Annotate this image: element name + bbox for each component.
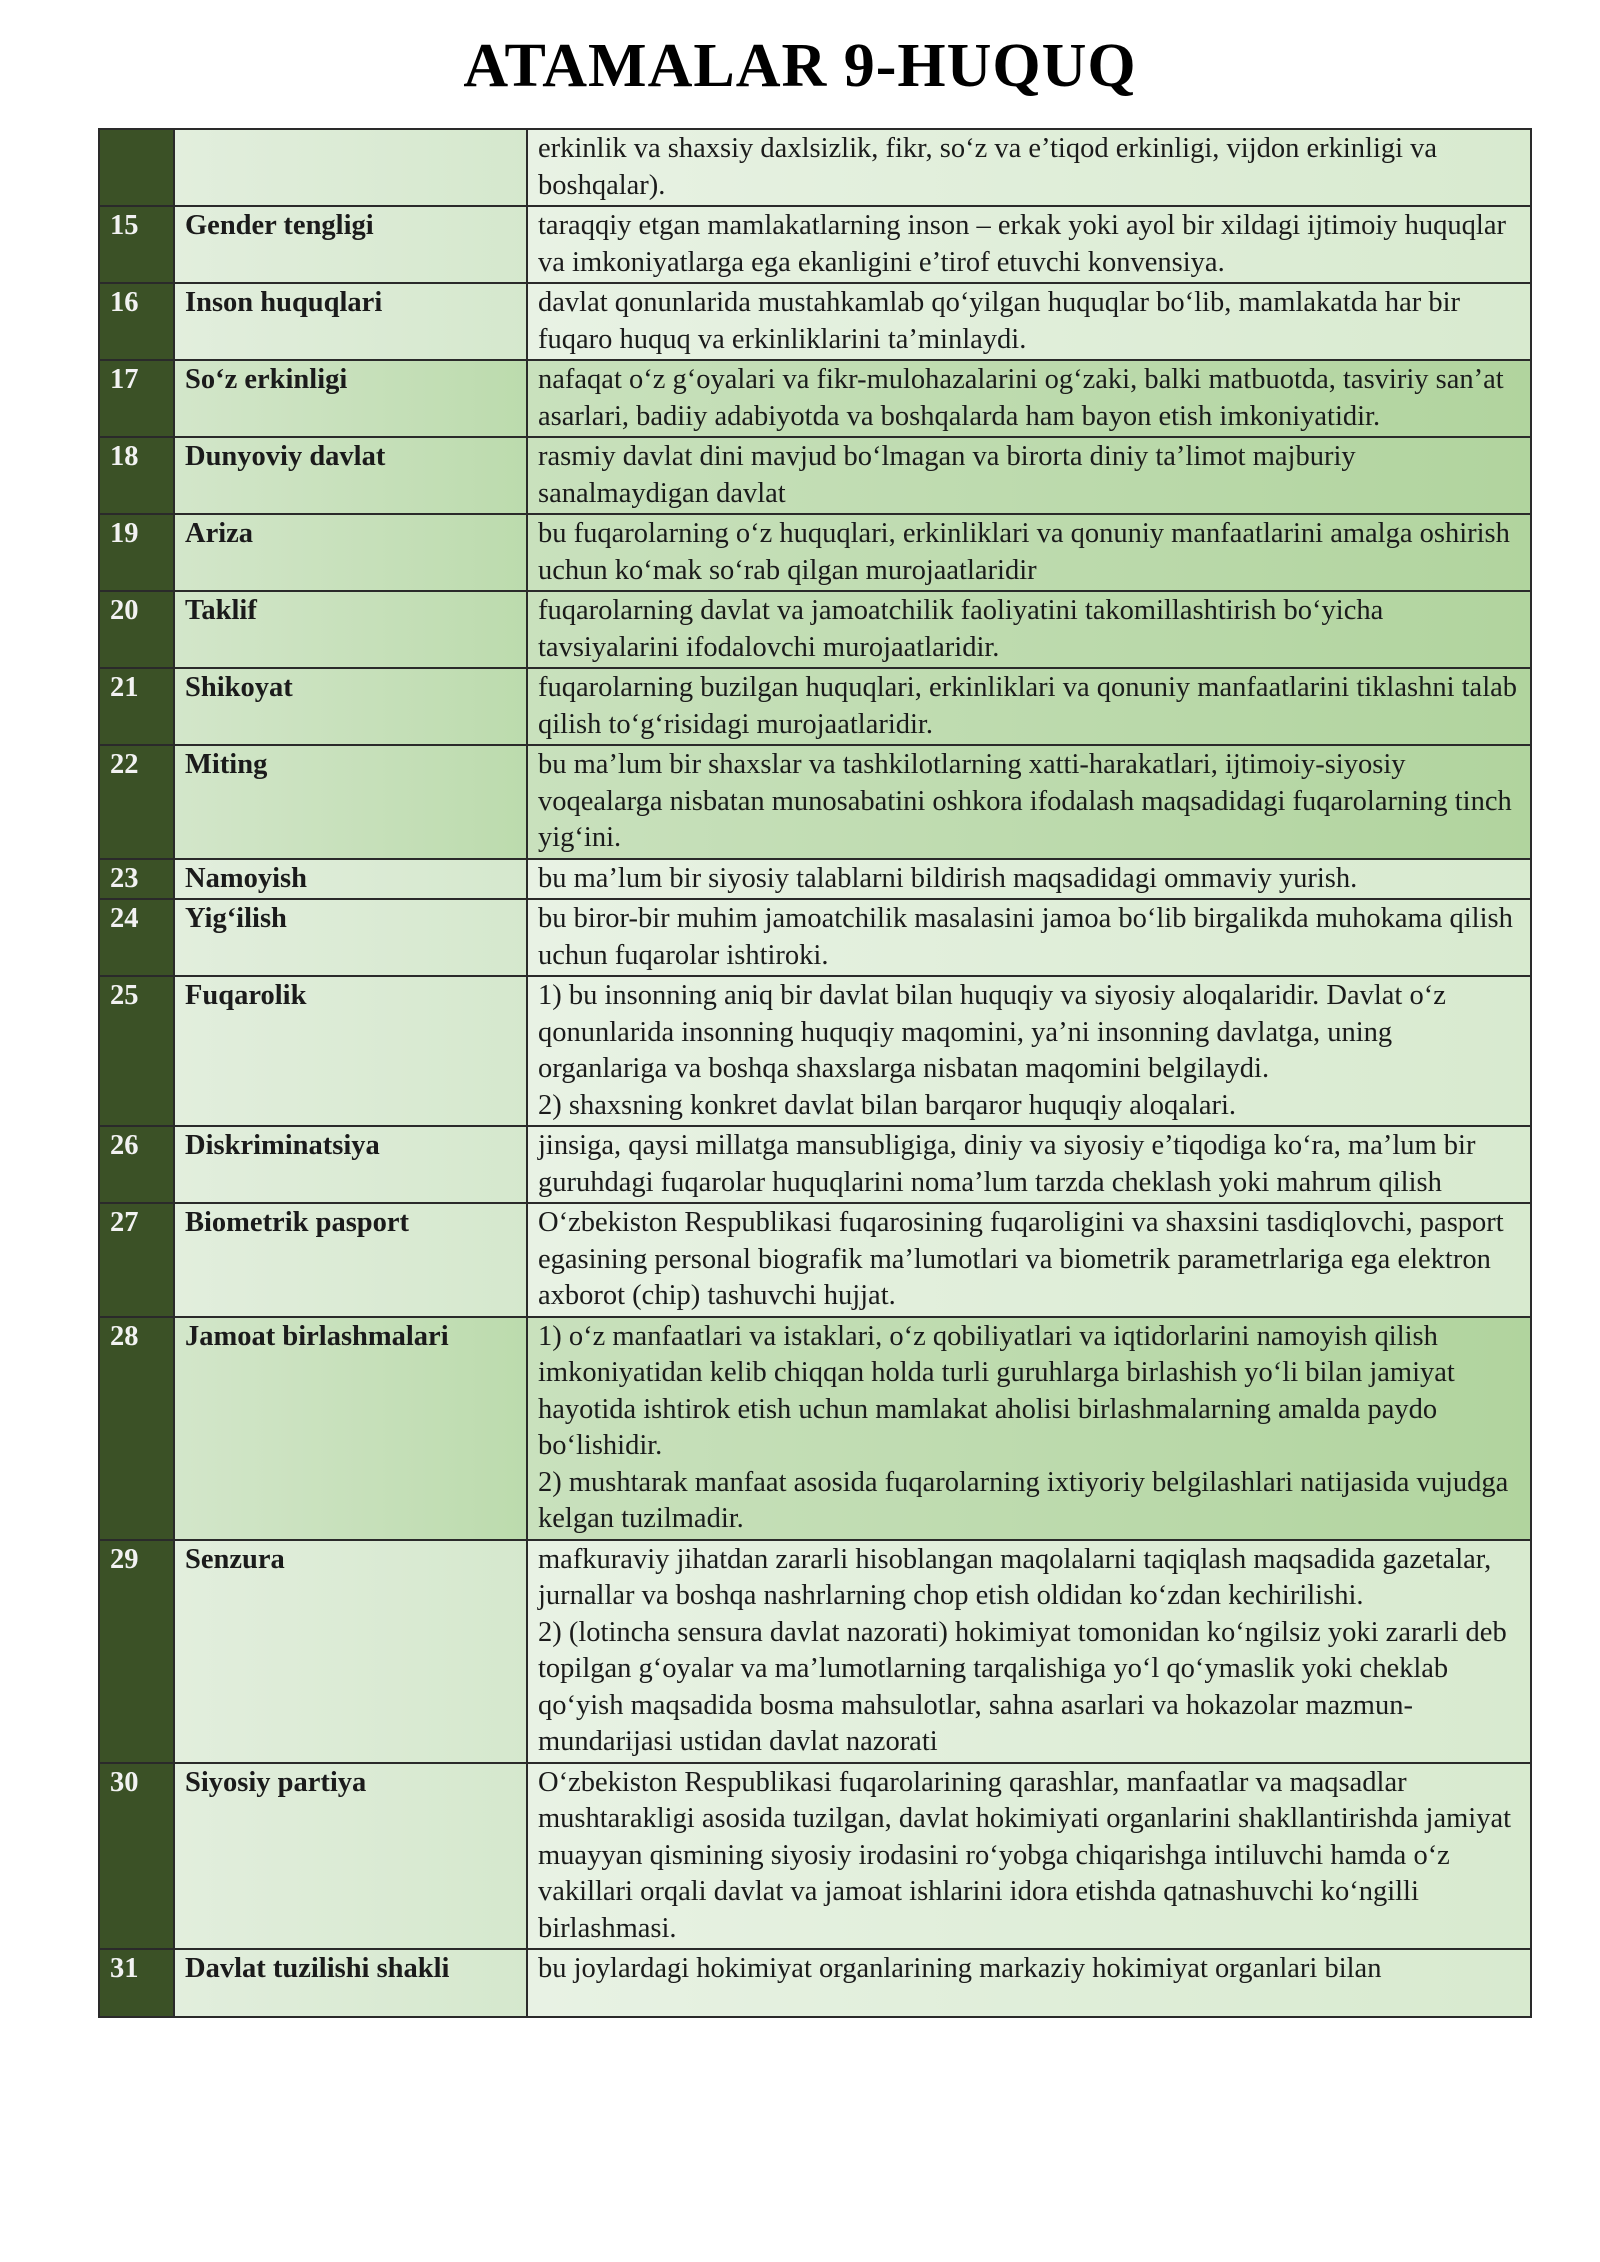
table-row bbox=[99, 668, 1531, 745]
term-definition: jinsiga, qaysi millatga mansubligiga, diniy va siyosiy e’tiqodiga ko‘ra, ma’lum bir guruhdagi fuqarolar huquqlarini noma’lum tarzda cheklash yoki mahrum qilish bbox=[527, 1126, 1531, 1203]
row-number: 27 bbox=[99, 1203, 174, 1317]
table-row bbox=[99, 1317, 1531, 1540]
term-name: Ariza bbox=[174, 514, 527, 591]
term-name: Diskriminatsiya bbox=[174, 1126, 527, 1203]
row-number: 19 bbox=[99, 514, 174, 591]
term-definition: bu ma’lum bir shaxslar va tashkilotlarning xatti-harakatlari, ijtimoiy-siyosiy voqealarga nisbatan munosabatini oshkora ifodalash maqsadidagi fuqarolarning tinch yig‘ini. bbox=[527, 745, 1531, 859]
term-definition: 1) bu insonning aniq bir davlat bilan huquqiy va siyosiy aloqalaridir. Davlat o‘z qonunlarida insonning huquqiy maqomini, ya’ni insonning davlatga, uning organlariga va boshqa shaxslarga nisbatan maqomini belgilaydi. 2) shaxsning konkret davlat bilan barqaror huquqiy aloqalari. bbox=[527, 976, 1531, 1126]
term-name: Jamoat birlashmalari bbox=[174, 1317, 527, 1540]
table-row bbox=[99, 745, 1531, 859]
row-number: 16 bbox=[99, 283, 174, 360]
term-name: Senzura bbox=[174, 1540, 527, 1763]
table-row bbox=[99, 1540, 1531, 1763]
term-name: Yig‘ilish bbox=[174, 899, 527, 976]
term-name: Fuqarolik bbox=[174, 976, 527, 1126]
table-row bbox=[99, 1203, 1531, 1317]
row-number: 23 bbox=[99, 859, 174, 900]
term-name: Shikoyat bbox=[174, 668, 527, 745]
term-definition: davlat qonunlarida mustahkamlab qo‘yilgan huquqlar bo‘lib, mamlakatda har bir fuqaro huquq va erkinliklarini ta’minlaydi. bbox=[527, 283, 1531, 360]
term-name: Dunyoviy davlat bbox=[174, 437, 527, 514]
table-row bbox=[99, 591, 1531, 668]
term-name: So‘z erkinligi bbox=[174, 360, 527, 437]
term-name: Davlat tuzilishi shakli bbox=[174, 1949, 527, 2017]
row-number: 29 bbox=[99, 1540, 174, 1763]
term-definition: bu fuqarolarning o‘z huquqlari, erkinliklari va qonuniy manfaatlarini amalga oshirish uchun ko‘mak so‘rab qilgan murojaatlaridir bbox=[527, 514, 1531, 591]
row-number: 25 bbox=[99, 976, 174, 1126]
page-title: ATAMALAR 9-HUQUQ bbox=[463, 32, 1137, 100]
row-number: 31 bbox=[99, 1949, 174, 2017]
row-number: 17 bbox=[99, 360, 174, 437]
table-row bbox=[99, 437, 1531, 514]
row-number: 22 bbox=[99, 745, 174, 859]
term-definition: bu ma’lum bir siyosiy talablarni bildirish maqsadidagi ommaviy yurish. bbox=[527, 859, 1531, 900]
term-definition: taraqqiy etgan mamlakatlarning inson – erkak yoki ayol bir xildagi ijtimoiy huquqlar va imkoniyatlarga ega ekanligini e’tirof etuvchi konvensiya. bbox=[527, 206, 1531, 283]
row-number: 26 bbox=[99, 1126, 174, 1203]
table-row bbox=[99, 206, 1531, 283]
term-definition: mafkuraviy jihatdan zararli hisoblangan maqolalarni taqiqlash maqsadida gazetalar, jurnallar va boshqa nashrlarning chop etish oldidan ko‘zdan kechirilishi. 2) (lotincha sensura davlat nazorati) hokimiyat tomonidan ko‘ngilsiz yoki zararli deb topilgan g‘oyalar va ma’lumotlarning tarqalishiga yo‘l qo‘ymaslik yoki cheklab qo‘yish maqsadida bosma mahsulotlar, sahna asarlari va hokazolar mazmun-mundarijasi ustidan davlat nazorati bbox=[527, 1540, 1531, 1763]
table-row bbox=[99, 1126, 1531, 1203]
term-definition: O‘zbekiston Respublikasi fuqarosining fuqaroligini va shaxsini tasdiqlovchi, pasport egasining personal biografik ma’lumotlari va biometrik parametrlariga ega elektron axborot (chip) tashuvchi hujjat. bbox=[527, 1203, 1531, 1317]
row-number: 20 bbox=[99, 591, 174, 668]
table-row bbox=[99, 129, 1531, 206]
table-row bbox=[99, 1763, 1531, 1950]
table-row bbox=[99, 360, 1531, 437]
term-name: Taklif bbox=[174, 591, 527, 668]
table-row bbox=[99, 514, 1531, 591]
term-definition: rasmiy davlat dini mavjud bo‘lmagan va birorta diniy ta’limot majburiy sanalmaydigan davlat bbox=[527, 437, 1531, 514]
terms-table bbox=[98, 128, 1532, 2018]
table-row bbox=[99, 899, 1531, 976]
term-definition: erkinlik va shaxsiy daxlsizlik, fikr, so‘z va e’tiqod erkinligi, vijdon erkinligi va boshqalar). bbox=[527, 129, 1531, 206]
term-definition: nafaqat o‘z g‘oyalari va fikr-mulohazalarini og‘zaki, balki matbuotda, tasviriy san’at asarlari, badiiy adabiyotda va boshqalarda ham bayon etish imkoniyatidir. bbox=[527, 360, 1531, 437]
term-definition: fuqarolarning davlat va jamoatchilik faoliyatini takomillashtirish bo‘yicha tavsiyalarini ifodalovchi murojaatlaridir. bbox=[527, 591, 1531, 668]
row-number: 30 bbox=[99, 1763, 174, 1950]
table-row bbox=[99, 283, 1531, 360]
row-number: 18 bbox=[99, 437, 174, 514]
term-name: Biometrik pasport bbox=[174, 1203, 527, 1317]
term-name bbox=[174, 129, 527, 206]
row-number: 28 bbox=[99, 1317, 174, 1540]
term-definition: O‘zbekiston Respublikasi fuqarolarining qarashlar, manfaatlar va maqsadlar mushtarakligi asosida tuzilgan, davlat hokimiyati organlarini shakllantirishda jamiyat muayyan qismining siyosiy irodasini ro‘yobga chiqarishga intiluvchi hamda o‘z vakillari orqali davlat va jamoat ishlarini idora etishda qatnashuvchi ko‘ngilli birlashmasi. bbox=[527, 1763, 1531, 1950]
term-definition: fuqarolarning buzilgan huquqlari, erkinliklari va qonuniy manfaatlarini tiklashni talab qilish to‘g‘risidagi murojaatlaridir. bbox=[527, 668, 1531, 745]
terms-table-body bbox=[99, 129, 1531, 2017]
term-definition: bu biror-bir muhim jamoatchilik masalasini jamoa bo‘lib birgalikda muhokama qilish uchun fuqarolar ishtiroki. bbox=[527, 899, 1531, 976]
term-definition: bu joylardagi hokimiyat organlarining markaziy hokimiyat organlari bilan bbox=[527, 1949, 1531, 2017]
term-name: Siyosiy partiya bbox=[174, 1763, 527, 1950]
term-name: Inson huquqlari bbox=[174, 283, 527, 360]
term-name: Miting bbox=[174, 745, 527, 859]
table-row bbox=[99, 859, 1531, 900]
row-number: 21 bbox=[99, 668, 174, 745]
row-number: 15 bbox=[99, 206, 174, 283]
table-row bbox=[99, 1949, 1531, 2017]
row-number: 24 bbox=[99, 899, 174, 976]
term-name: Namoyish bbox=[174, 859, 527, 900]
term-definition: 1) o‘z manfaatlari va istaklari, o‘z qobiliyatlari va iqtidorlarini namoyish qilish imkoniyatidan kelib chiqqan holda turli guruhlarga birlashish yo‘li bilan jamiyat hayotida ishtirok etish uchun mamlakat aholisi birlashmalarning amalda paydo bo‘lishidir. 2) mushtarak manfaat asosida fuqarolarning ixtiyoriy belgilashlari natijasida vujudga kelgan tuzilmadir. bbox=[527, 1317, 1531, 1540]
row-number bbox=[99, 129, 174, 206]
term-name: Gender tengligi bbox=[174, 206, 527, 283]
table-row bbox=[99, 976, 1531, 1126]
